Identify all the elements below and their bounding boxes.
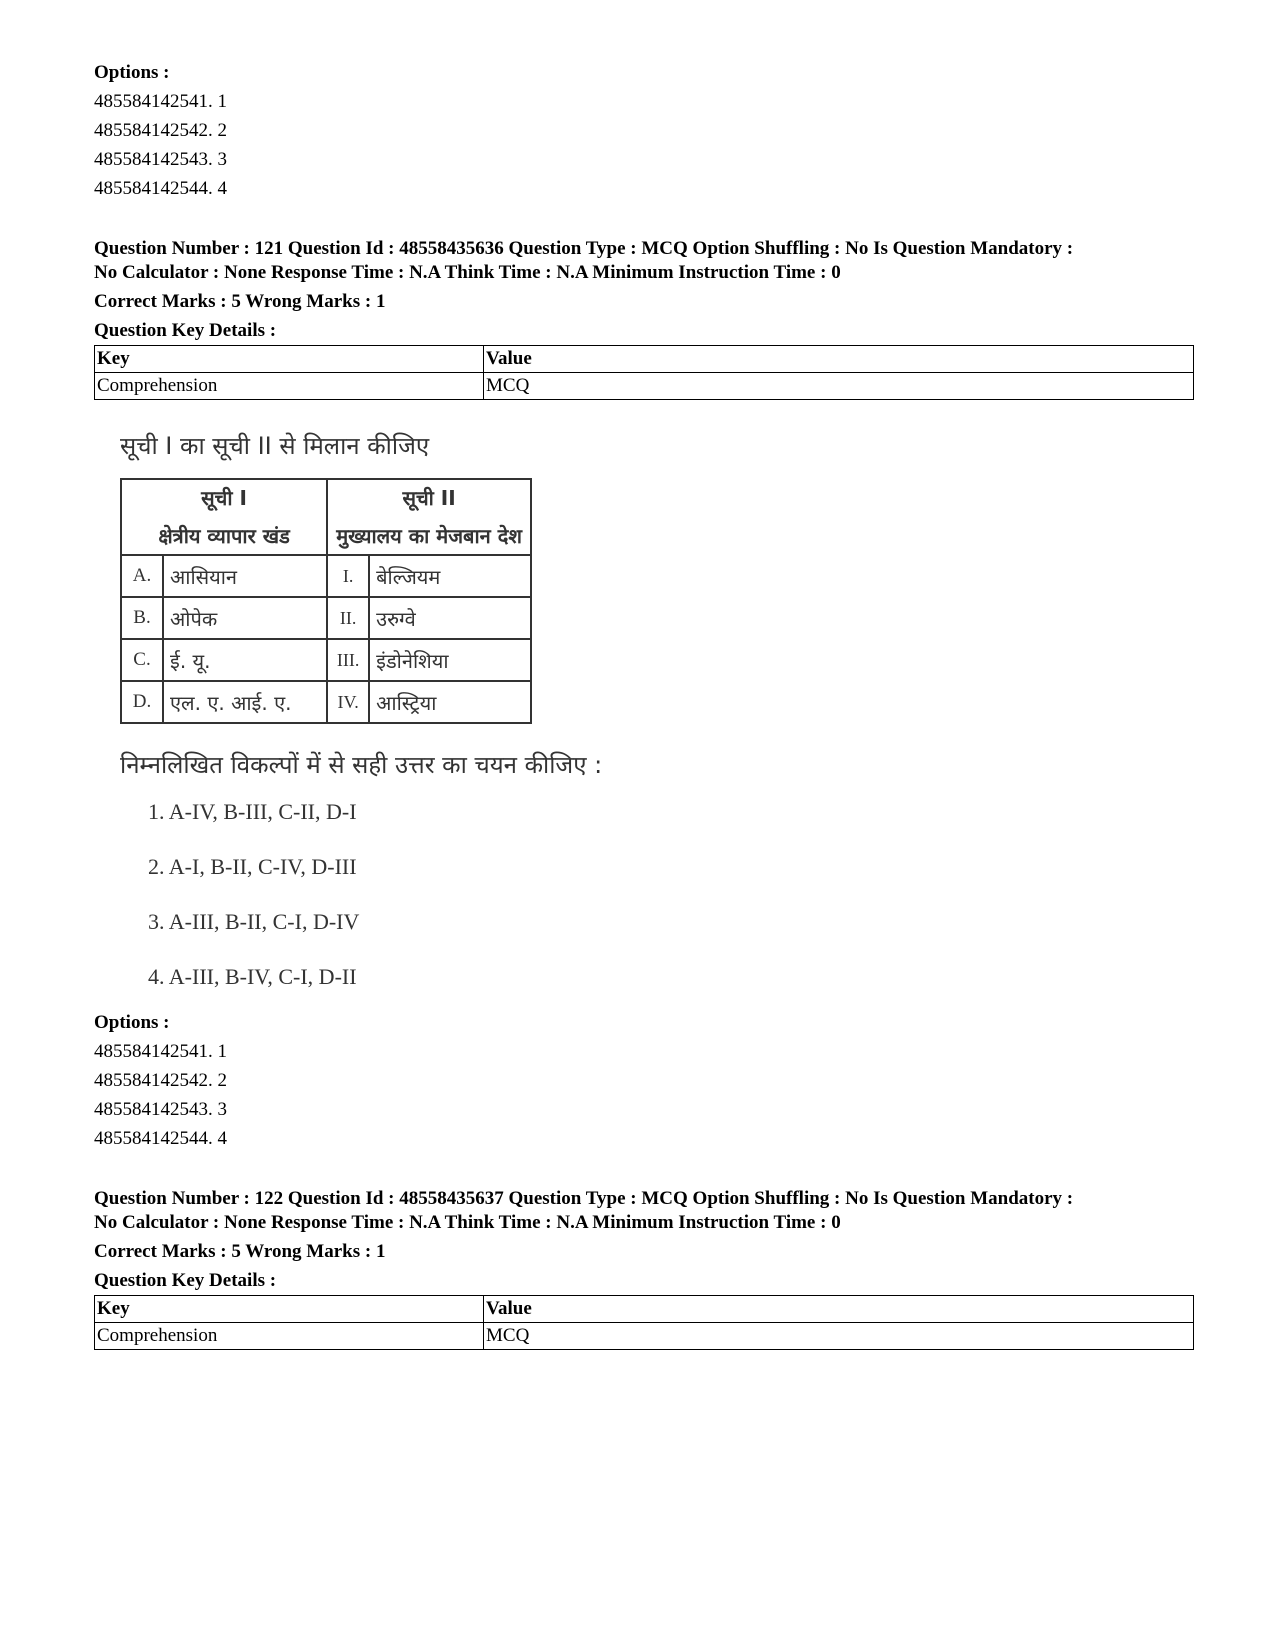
row-left-item: ई. यू. <box>163 639 327 681</box>
question-122 <box>94 1187 1194 1350</box>
match-table <box>120 478 532 724</box>
question-meta-line1: Question Number : 122 Question Id : 48558435637 Question Type : MCQ Option Shuffling : No Is Question Mandatory : <box>94 1188 1074 1209</box>
row-roman: III. <box>327 639 369 681</box>
key-details-heading: Question Key Details : <box>94 320 277 341</box>
match-header-row <box>121 479 531 555</box>
options-heading: Options : <box>94 1012 170 1033</box>
answer-choice: 1. A-IV, B-III, C-II, D-I <box>148 799 357 824</box>
row-left-item: ओपेक <box>163 597 327 639</box>
option-item: 485584142542. 2 <box>94 120 227 141</box>
row-left-item: एल. ए. आई. ए. <box>163 681 327 723</box>
header-value: Value <box>484 1296 1194 1323</box>
list1-title: सूची I <box>201 486 247 510</box>
cell-value: MCQ <box>484 373 1194 400</box>
list1-header <box>121 479 327 555</box>
question-121 <box>94 237 1194 1153</box>
row-roman: II. <box>327 597 369 639</box>
option-item: 485584142541. 1 <box>94 91 227 112</box>
answer-choice: 2. A-I, B-II, C-IV, D-III <box>148 854 357 879</box>
table-header-row <box>95 346 1194 373</box>
table-row <box>95 1323 1194 1350</box>
header-value: Value <box>484 346 1194 373</box>
table-header-row <box>95 1296 1194 1323</box>
question-meta-line1: Question Number : 121 Question Id : 48558435636 Question Type : MCQ Option Shuffling : No Is Question Mandatory : <box>94 238 1074 259</box>
row-letter: B. <box>121 597 163 639</box>
list1-subtitle: क्षेत्रीय व्यापार खंड <box>158 524 290 548</box>
answer-choice: 4. A-III, B-IV, C-I, D-II <box>148 964 357 989</box>
option-item: 485584142542. 2 <box>94 1070 227 1091</box>
match-row <box>121 681 531 723</box>
row-roman: IV. <box>327 681 369 723</box>
match-row <box>121 597 531 639</box>
list2-title: सूची II <box>402 486 456 510</box>
option-item: 485584142543. 3 <box>94 149 227 170</box>
option-item: 485584142544. 4 <box>94 1128 227 1149</box>
list2-subtitle: मुख्यालय का मेजबान देश <box>336 524 522 548</box>
cell-value: MCQ <box>484 1323 1194 1350</box>
header-key: Key <box>95 346 484 373</box>
key-details-heading: Question Key Details : <box>94 1270 277 1291</box>
cell-key: Comprehension <box>95 373 484 400</box>
row-letter: C. <box>121 639 163 681</box>
list2-header <box>327 479 531 555</box>
options-heading: Options : <box>94 62 170 83</box>
match-row <box>121 555 531 597</box>
table-row <box>95 373 1194 400</box>
options-block-prev <box>94 58 1194 203</box>
marks-line: Correct Marks : 5 Wrong Marks : 1 <box>94 291 386 312</box>
header-key: Key <box>95 1296 484 1323</box>
row-letter: A. <box>121 555 163 597</box>
marks-line: Correct Marks : 5 Wrong Marks : 1 <box>94 1241 386 1262</box>
row-right-item: इंडोनेशिया <box>369 639 531 681</box>
question-meta-line2: No Calculator : None Response Time : N.A Think Time : N.A Minimum Instruction Time : 0 <box>94 262 841 283</box>
question-prompt: सूची I का सूची II से मिलान कीजिए <box>120 432 430 460</box>
row-right-item: बेल्जियम <box>369 555 531 597</box>
row-right-item: उरुग्वे <box>369 597 531 639</box>
row-letter: D. <box>121 681 163 723</box>
cell-key: Comprehension <box>95 1323 484 1350</box>
question-meta-line2: No Calculator : None Response Time : N.A Think Time : N.A Minimum Instruction Time : 0 <box>94 1212 841 1233</box>
row-roman: I. <box>327 555 369 597</box>
row-right-item: आस्ट्रिया <box>369 681 531 723</box>
document-page <box>94 58 1194 1350</box>
option-item: 485584142541. 1 <box>94 1041 227 1062</box>
row-left-item: आसियान <box>163 555 327 597</box>
match-row <box>121 639 531 681</box>
key-details-table <box>94 1295 1194 1350</box>
answer-choice: 3. A-III, B-II, C-I, D-IV <box>148 909 360 934</box>
options-block <box>94 1008 1194 1153</box>
question-image <box>120 426 1194 1012</box>
option-item: 485584142543. 3 <box>94 1099 227 1120</box>
key-details-table <box>94 345 1194 400</box>
question-instruction: निम्नलिखित विकल्पों में से सही उत्तर का चयन कीजिए : <box>120 751 603 779</box>
option-item: 485584142544. 4 <box>94 178 227 199</box>
